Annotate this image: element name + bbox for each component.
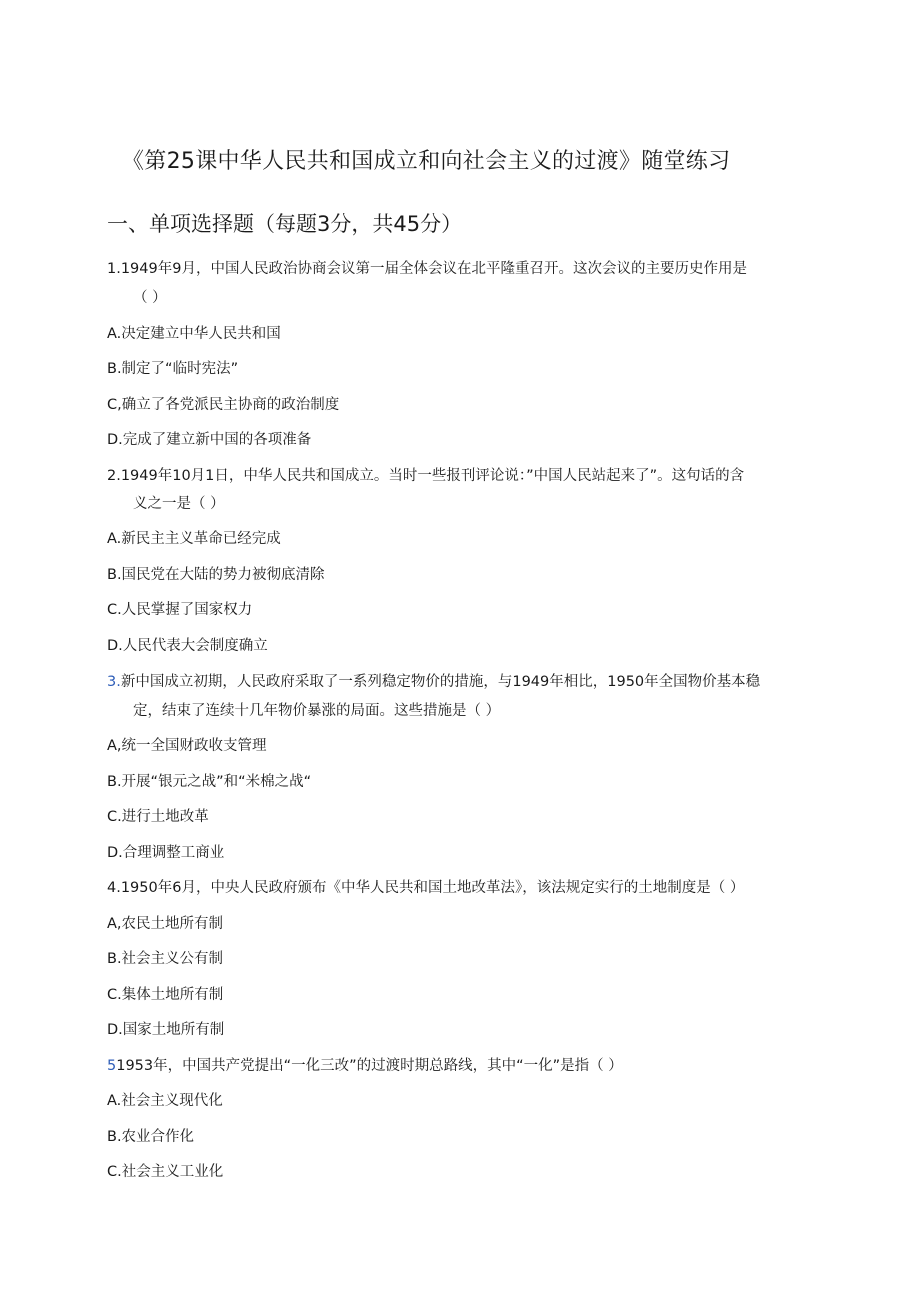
question-3-option-c: C.进行土地改革 bbox=[107, 809, 209, 825]
question-3-text bbox=[107, 672, 760, 692]
question-4-option-d: D.国家土地所有制 bbox=[107, 1022, 225, 1038]
question-1-option-c: C,确立了各党派民主协商的政治制度 bbox=[107, 397, 340, 413]
question-1-option-a: A.决定建立中华人民共和国 bbox=[107, 326, 281, 342]
question-4-text: 4.1950年6月，中央人民政府颁布《中华人民共和国土地改革法》，该法规定实行的土地制度是（ ） bbox=[107, 880, 745, 896]
question-5-text-body: 1953年，中国共产党提出“一化三改”的过渡时期总路线，其中“一化”是指（ ） bbox=[116, 1058, 623, 1074]
question-2-option-a: A.新民主主义革命已经完成 bbox=[107, 531, 281, 547]
question-3-text-cont: 定，结束了连续十几年物价暴涨的局面。这些措施是（ ） bbox=[133, 703, 501, 719]
question-3-number: 3. bbox=[107, 674, 121, 690]
question-5-number: 5 bbox=[107, 1058, 117, 1074]
question-4-option-c: C.集体土地所有制 bbox=[107, 987, 224, 1003]
question-2-text: 2.1949年10月1日，中华人民共和国成立。当时一些报刊评论说：”中国人民站起来了”。这句话的含 bbox=[107, 468, 745, 484]
question-5-text bbox=[107, 1056, 623, 1076]
question-3-option-a: A,统一全国财政收支管理 bbox=[107, 738, 267, 754]
question-4-option-b: B.社会主义公有制 bbox=[107, 951, 224, 967]
question-5-option-a: A.社会主义现代化 bbox=[107, 1093, 223, 1109]
question-2-option-c: C.人民掌握了国家权力 bbox=[107, 602, 253, 618]
document-title: 《第25课中华人民共和国成立和向社会主义的过渡》随堂练习 bbox=[122, 149, 731, 174]
question-1-option-b: B.制定了“临时宪法” bbox=[107, 361, 239, 377]
question-1-option-d: D.完成了建立新中国的各项准备 bbox=[107, 432, 312, 448]
question-5-option-b: B.农业合作化 bbox=[107, 1129, 195, 1145]
question-3-option-d: D.合理调整工商业 bbox=[107, 845, 225, 861]
question-4-option-a: A,农民土地所有制 bbox=[107, 916, 224, 932]
question-5-option-c: C.社会主义工业化 bbox=[107, 1164, 224, 1180]
question-1-text: 1.1949年9月，中国人民政治协商会议第一届全体会议在北平隆重召开。这次会议的主要历史作用是 bbox=[107, 261, 747, 277]
question-2-option-b: B.国民党在大陆的势力被彻底清除 bbox=[107, 567, 325, 583]
question-3-text-body: 新中国成立初期，人民政府采取了一系列稳定物价的措施，与1949年相比，1950年全国物价基本稳 bbox=[120, 674, 761, 690]
question-1-text-cont: （ ） bbox=[133, 290, 167, 306]
question-3-option-b: B.开展“银元之战”和“米棉之战“ bbox=[107, 774, 312, 790]
question-2-text-cont: 义之一是（ ） bbox=[133, 496, 225, 512]
question-2-option-d: D.人民代表大会制度确立 bbox=[107, 638, 268, 654]
section-heading: 一、单项选择题（每题3分，共45分） bbox=[107, 212, 463, 236]
